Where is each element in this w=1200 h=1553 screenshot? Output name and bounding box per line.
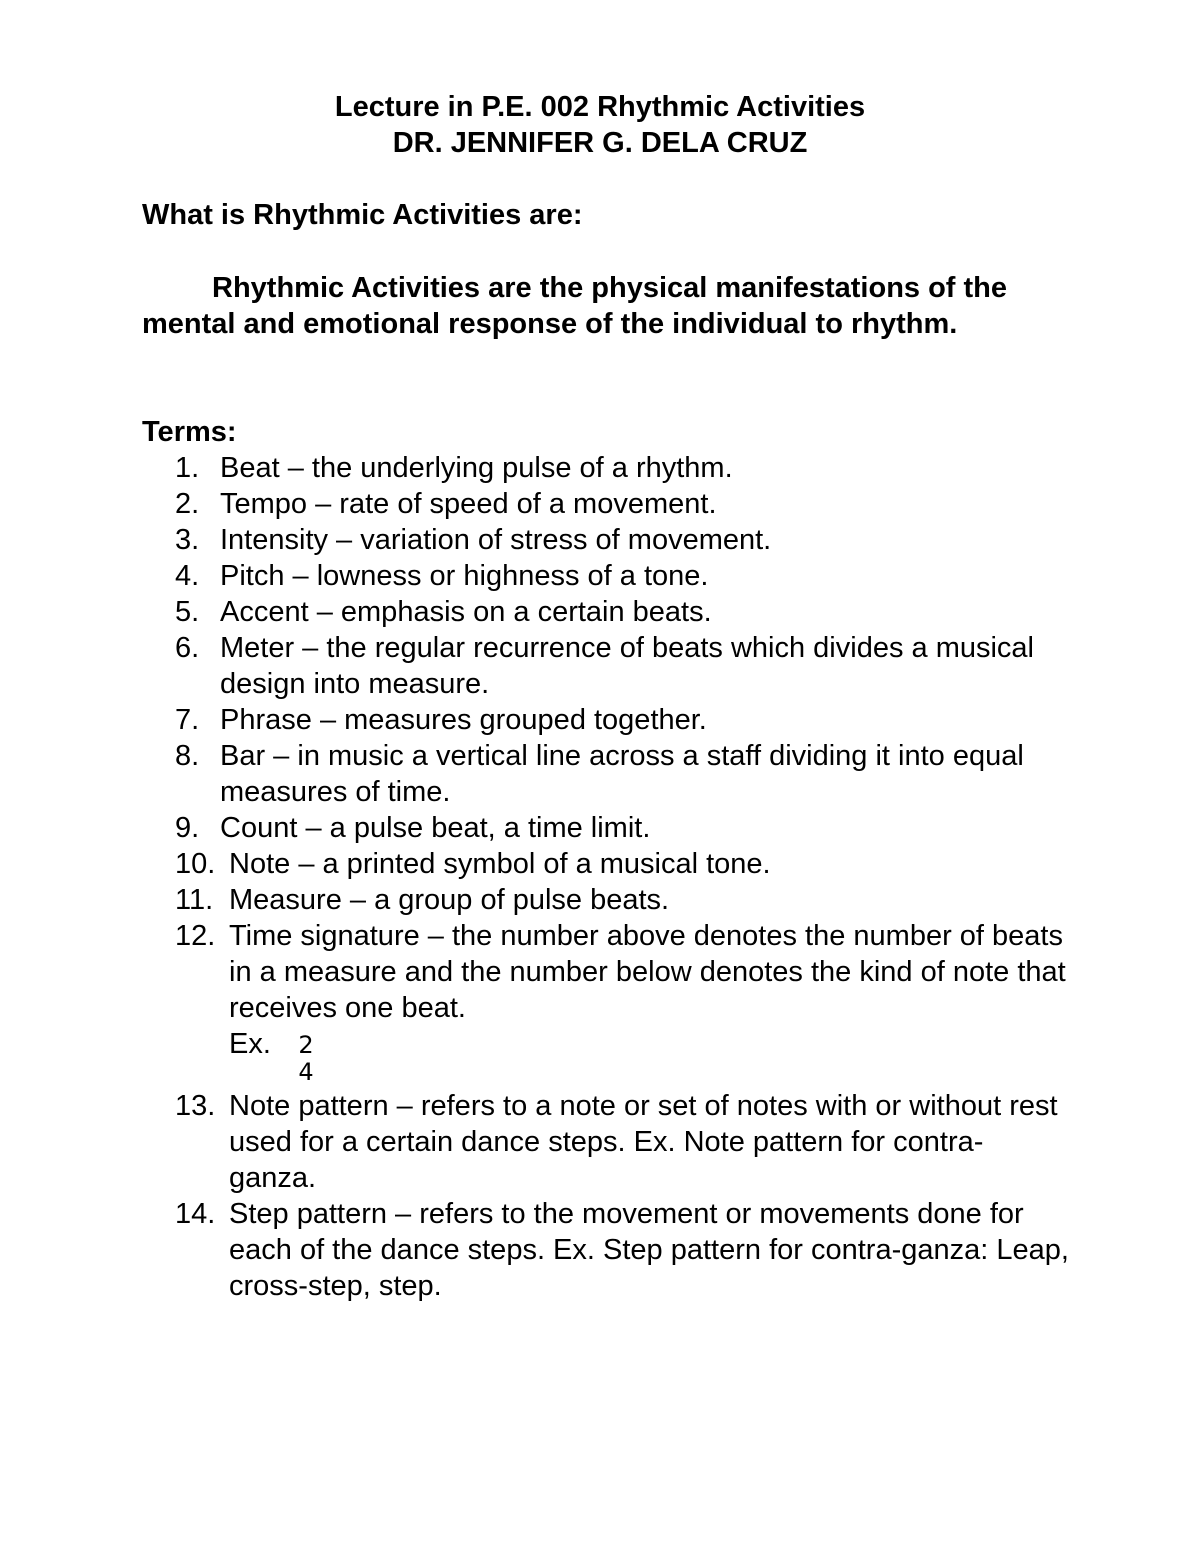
term-number: 4. [175, 560, 200, 592]
terms-label: Terms: [142, 416, 237, 448]
term-text: Intensity – variation of stress of movement. [220, 524, 772, 556]
time-signature [294, 1032, 318, 1086]
time-signature-example [229, 1026, 1200, 1088]
definition-text: Rhythmic Activities are the physical manifestations of the mental and emotional response of the individual to rhythm. [142, 272, 1008, 340]
term-text: Accent – emphasis on a certain beats. [220, 596, 712, 628]
terms-list [0, 450, 1200, 1304]
term-number: 12. [175, 920, 216, 952]
term-text: Bar – in music a vertical line across a staff dividing it into equal measures of time. [220, 740, 1024, 808]
section-heading: What is Rhythmic Activities are: [142, 199, 583, 231]
term-number: 3. [175, 524, 200, 556]
term-item [0, 738, 1200, 810]
term-item [0, 810, 1200, 846]
term-item [0, 450, 1200, 486]
term-item [0, 882, 1200, 918]
example-label: Ex. [229, 1028, 271, 1060]
time-signature-denominator: 4 [298, 1058, 314, 1086]
term-number: 6. [175, 632, 200, 664]
term-text: Meter – the regular recurrence of beats which divides a musical design into measure. [220, 632, 1034, 700]
time-signature-numerator: 2 [298, 1031, 314, 1059]
term-item [0, 558, 1200, 594]
term-number: 9. [175, 812, 200, 844]
term-item [0, 594, 1200, 630]
term-number: 10. [175, 848, 216, 880]
term-number: 11. [175, 884, 214, 916]
term-item [0, 1196, 1200, 1304]
term-number: 1. [175, 452, 200, 484]
term-number: 5. [175, 596, 200, 628]
term-text: Count – a pulse beat, a time limit. [220, 812, 651, 844]
term-item [0, 702, 1200, 738]
term-number: 2. [175, 488, 200, 520]
term-text: Beat – the underlying pulse of a rhythm. [220, 452, 733, 484]
term-item [0, 846, 1200, 882]
term-text: Note – a printed symbol of a musical tone. [229, 848, 771, 880]
term-text: Note pattern – refers to a note or set of notes with or without rest used for a certain dance steps. Ex. Note pattern for contra-ganza. [229, 1090, 1058, 1194]
lecture-title: Lecture in P.E. 002 Rhythmic Activities [334, 91, 866, 123]
term-number: 8. [175, 740, 200, 772]
term-item [0, 918, 1200, 1026]
term-text: Step pattern – refers to the movement or movements done for each of the dance steps. Ex. Step pattern for contra-ganza: Leap, cross-step, step. [229, 1198, 1069, 1302]
term-item [0, 630, 1200, 702]
author-name: DR. JENNIFER G. DELA CRUZ [392, 127, 808, 159]
term-item [0, 486, 1200, 522]
term-text: Phrase – measures grouped together. [220, 704, 707, 736]
term-item [0, 522, 1200, 558]
term-text: Time signature – the number above denotes the number of beats in a measure and the number below denotes the kind of note that receives one beat. [229, 920, 1066, 1024]
term-number: 13. [175, 1090, 216, 1122]
term-number: 14. [175, 1198, 216, 1230]
term-text: Tempo – rate of speed of a movement. [220, 488, 717, 520]
term-item [0, 1088, 1200, 1196]
term-text: Pitch – lowness or highness of a tone. [220, 560, 709, 592]
term-number: 7. [175, 704, 200, 736]
definition-paragraph [142, 270, 1042, 342]
term-text: Measure – a group of pulse beats. [229, 884, 670, 916]
